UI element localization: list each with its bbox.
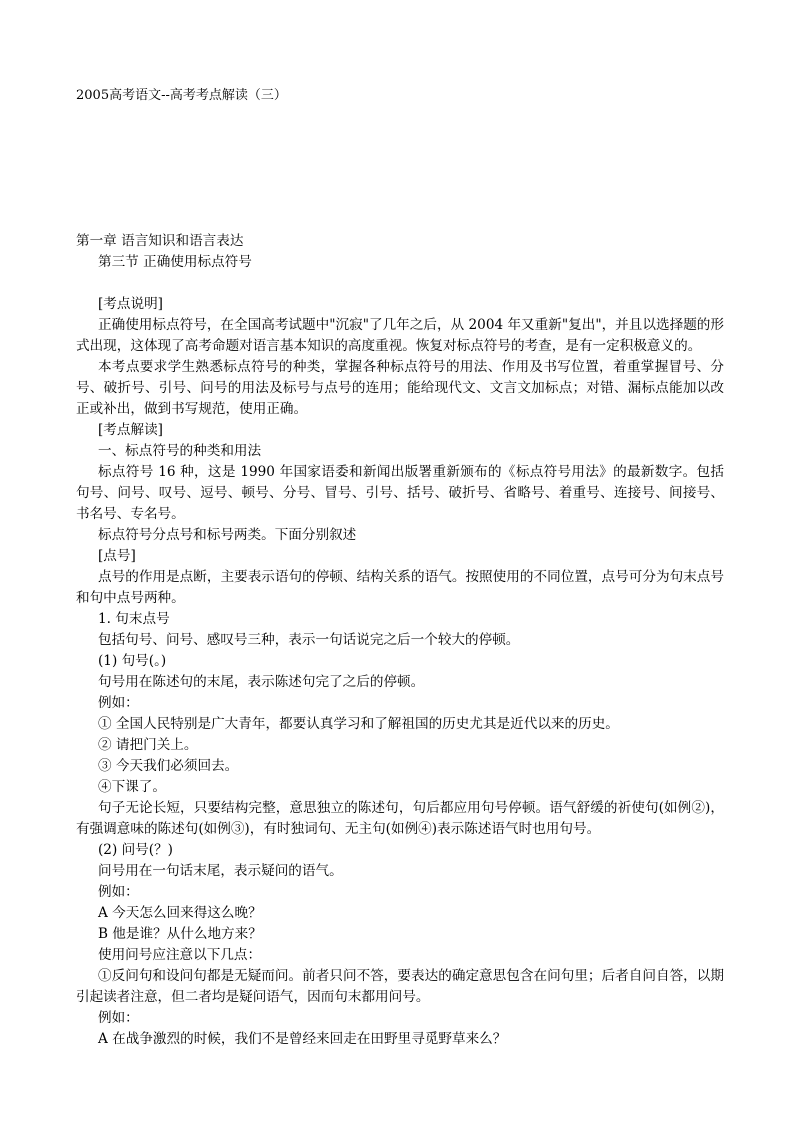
example-label: 例如：: [98, 884, 139, 900]
paragraph: 标点符号 16 种，这是 1990 年国家语委和新闻出版署重新颁布的《标点符号用法》的最新数字。包括句号、问号、叹号、逗号、顿号、分号、冒号、引号、括号、破折号、省略号、着重号、连接号、间接号、书名号、专名号。: [76, 464, 724, 522]
document-title: 2005高考语文--高考考点解读（三）: [76, 88, 287, 103]
chapter-heading: 第一章 语言知识和语言表达: [76, 233, 244, 249]
subheading: (2) 问号(？): [98, 842, 173, 858]
example-item: A 在战争激烈的时候，我们不是曾经来回走在田野里寻觅野草来么？: [98, 1031, 507, 1047]
example-item: B 他是谁？从什么地方来？: [98, 926, 262, 942]
spacer: [76, 273, 724, 294]
subheading: (1) 句号(。): [98, 653, 167, 669]
example-label: 例如：: [98, 1010, 139, 1026]
subheading: 1. 句末点号: [98, 611, 170, 627]
paragraph: 包括句号、问号、感叹号三种，表示一句话说完之后一个较大的停顿。: [98, 632, 520, 648]
paragraph: 问号用在一句话末尾，表示疑问的语气。: [98, 863, 343, 879]
example-item: ④下课了。: [98, 779, 166, 795]
example-label: 例如：: [98, 695, 139, 711]
paragraph: 使用问号应注意以下几点：: [98, 947, 262, 963]
example-item: ② 请把门关上。: [98, 737, 198, 753]
heading-1: 一、标点符号的种类和用法: [98, 443, 262, 459]
paragraph: ①反问句和设问句都是无疑而问。前者只问不答，要表达的确定意思包含在问句里；后者自问自答，以期引起读者注意，但二者均是疑问语气，因而句末都用问号。: [76, 968, 724, 1005]
paragraph: 点号的作用是点断，主要表示语句的停顿、结构关系的语气。按照使用的不同位置，点号可分为句末点号和句中点号两种。: [76, 569, 724, 606]
kaodian-jiedu-label: [考点解读]: [98, 422, 163, 438]
kaodian-shuoming-label: [考点说明]: [98, 296, 163, 312]
document-body: [76, 231, 724, 1050]
paragraph: 句号用在陈述句的末尾，表示陈述句完了之后的停顿。: [98, 674, 425, 690]
section-heading: 第三节 正确使用标点符号: [98, 254, 252, 270]
paragraph: 本考点要求学生熟悉标点符号的种类，掌握各种标点符号的用法、作用及书写位置，着重掌握冒号、分号、破折号、引号、问号的用法及标号与点号的连用；能给现代文、文言文加标点；对错、漏标点能加以改正或补出，做到书写规范，使用正确。: [76, 359, 724, 417]
paragraph: 正确使用标点符号，在全国高考试题中"沉寂"了几年之后，从 2004 年又重新"复出"，并且以选择题的形式出现，这体现了高考命题对语言基本知识的高度重视。恢复对标点符号的考查，是有一定积极意义的。: [76, 317, 724, 354]
example-item: A 今天怎么回来得这么晚？: [98, 905, 262, 921]
paragraph: 标点符号分点号和标号两类。下面分别叙述: [98, 527, 357, 543]
paragraph: 句子无论长短，只要结构完整，意思独立的陈述句，句后都应用句号停顿。语气舒缓的祈使句(如例②)，有强调意味的陈述句(如例③)，有时独词句、无主句(如例④)表示陈述语气时也用句号。: [76, 800, 724, 837]
example-item: ③ 今天我们必须回去。: [98, 758, 239, 774]
dianhao-label: [点号]: [98, 548, 136, 564]
example-item: ① 全国人民特别是广大青年，都要认真学习和了解祖国的历史尤其是近代以来的历史。: [98, 716, 619, 732]
